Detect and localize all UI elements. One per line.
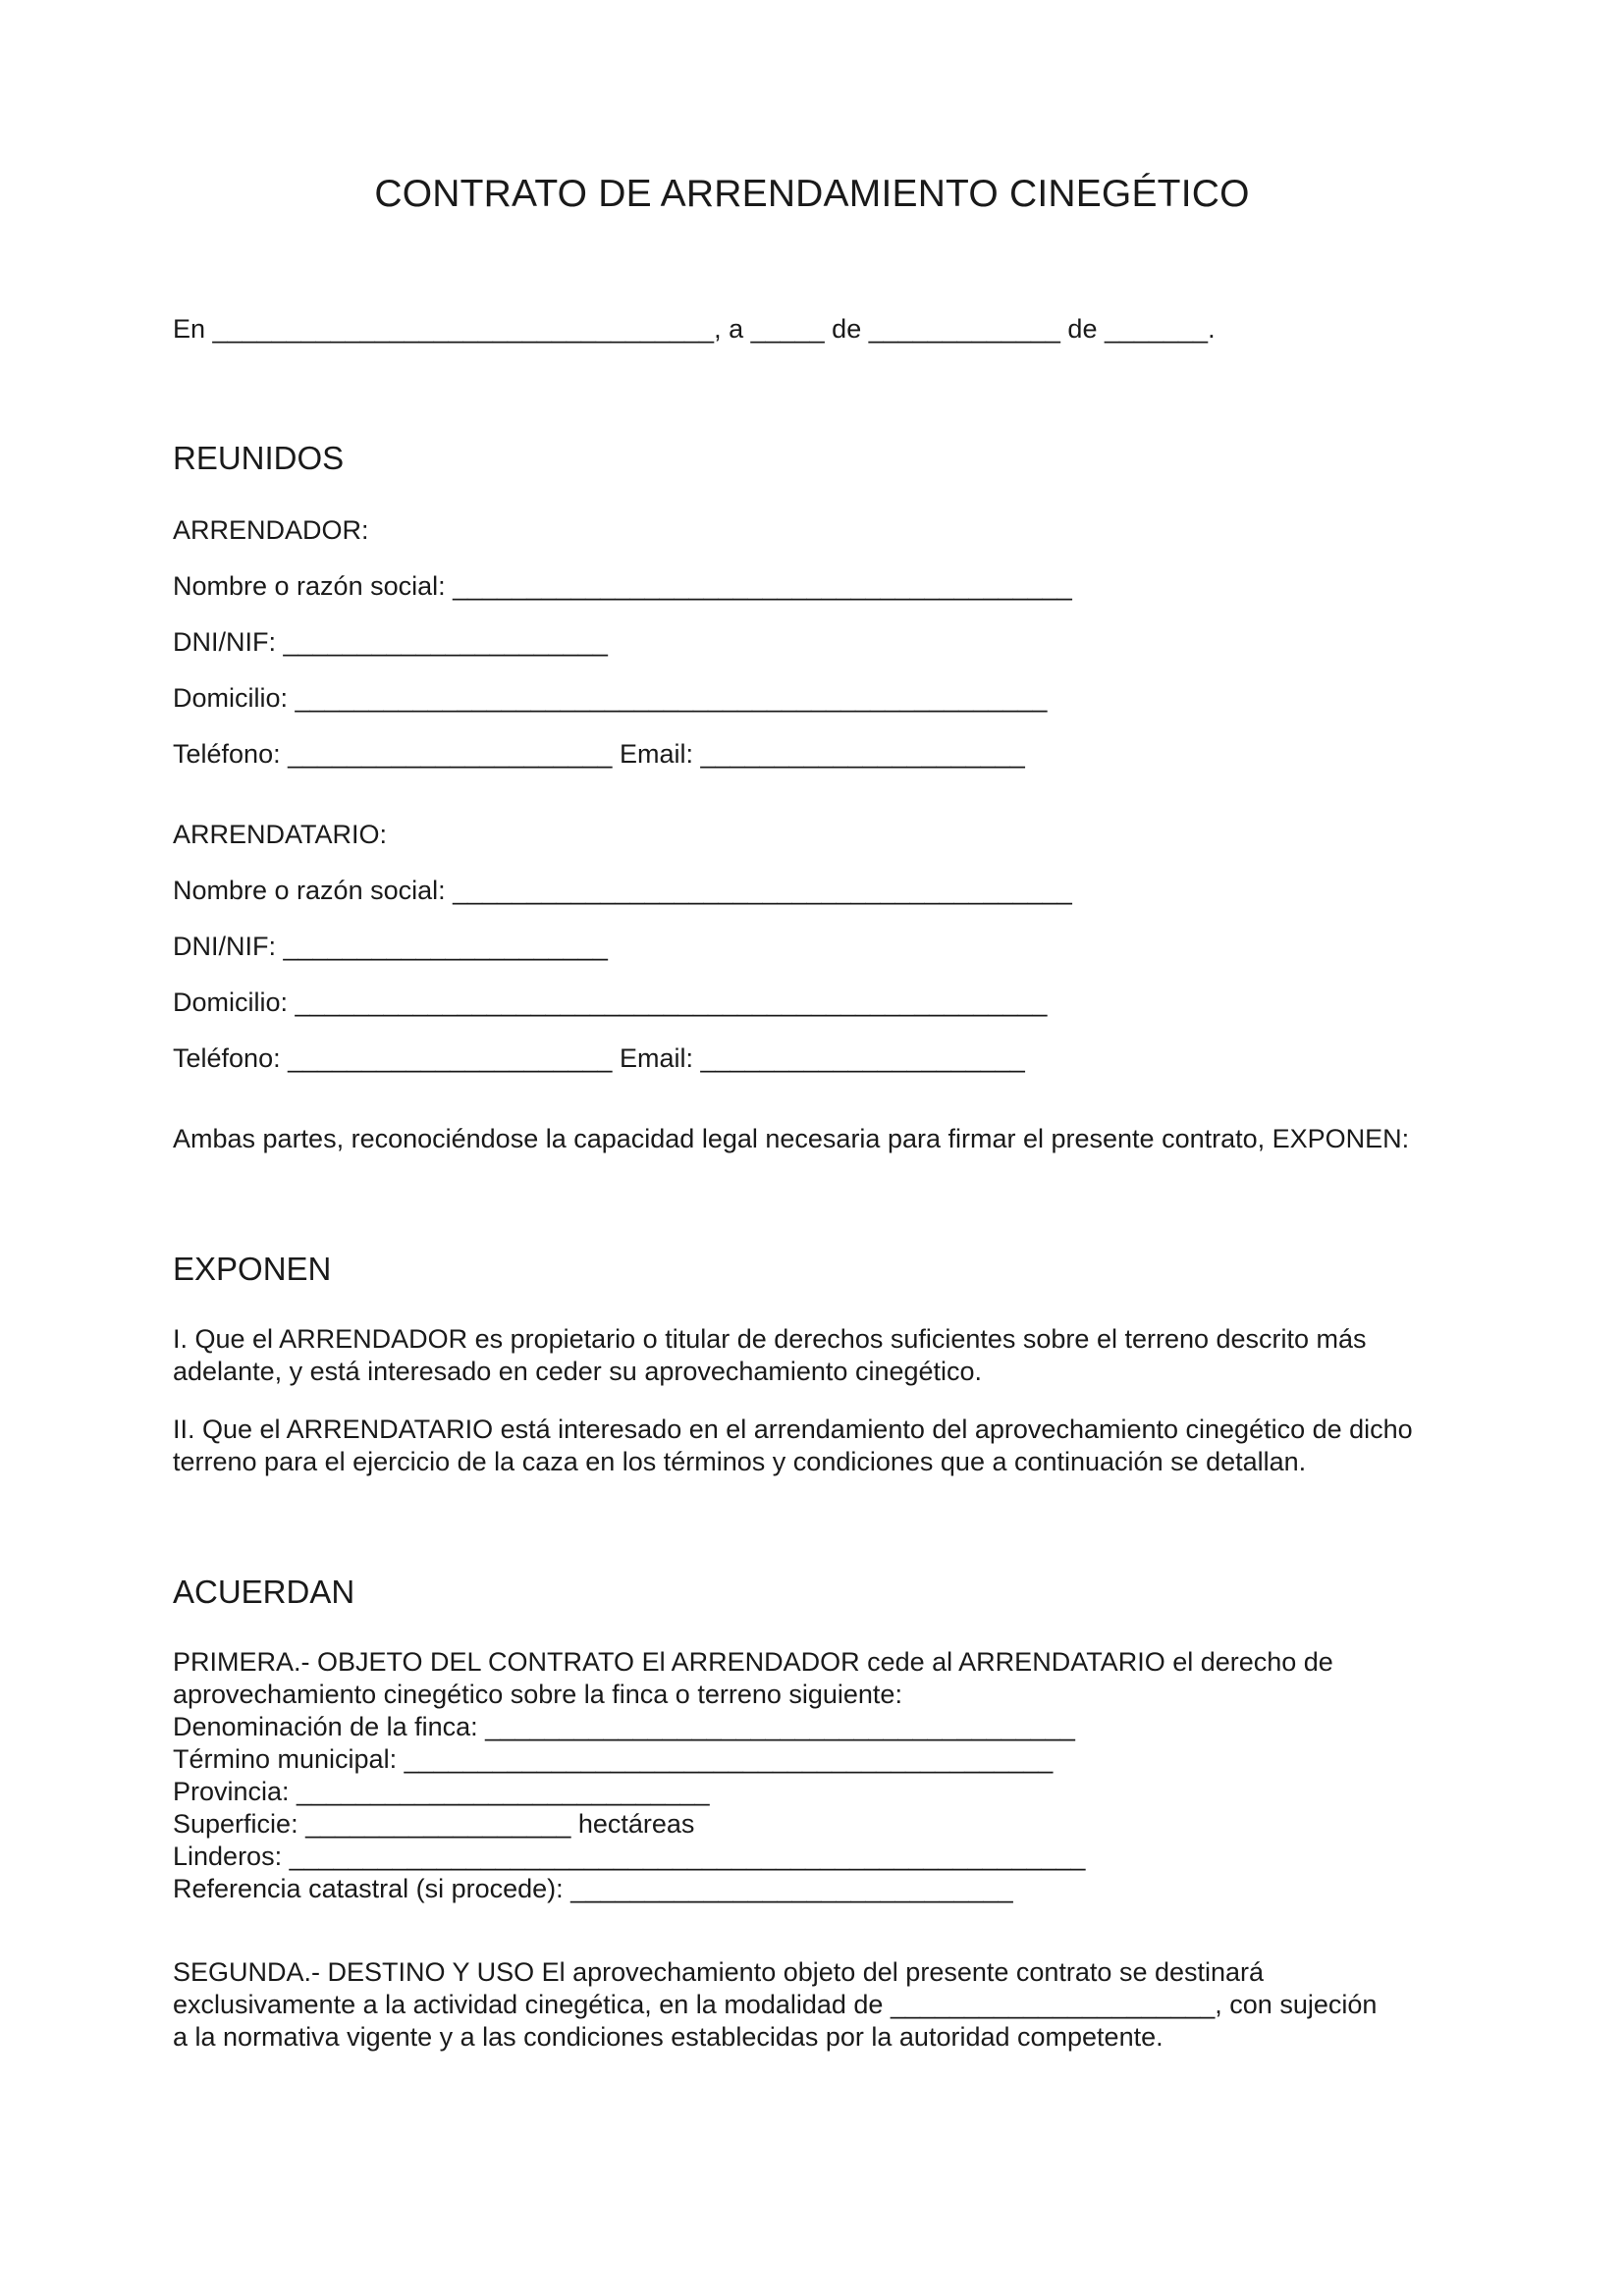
capacidad-statement: Ambas partes, reconociéndose la capacidad legal necesaria para firmar el presente contrato, EXPONEN: — [173, 1124, 1410, 1153]
arrendador-dni-line: DNI/NIF: ______________________ — [173, 627, 608, 657]
segunda-line-3: a la normativa vigente y a las condiciones establecidas por la autoridad competente. — [173, 2022, 1164, 2052]
arrendatario-nombre-line: Nombre o razón social: __________________________________________ — [173, 876, 1072, 905]
exponen-heading: EXPONEN — [173, 1251, 332, 1287]
linderos-line: Linderos: ______________________________________________________ — [173, 1842, 1086, 1871]
arrendador-domicilio-line: Domicilio: ___________________________________________________ — [173, 683, 1048, 713]
referencia-catastral-line: Referencia catastral (si procede): ______________________________ — [173, 1874, 1013, 1903]
arrendador-contacto-line: Teléfono: ______________________ Email: ______________________ — [173, 739, 1025, 769]
segunda-line-1: SEGUNDA.- DESTINO Y USO El aprovechamiento objeto del presente contrato se destinará — [173, 1957, 1265, 1987]
primera-line-2: aprovechamiento cinegético sobre la finca o terreno siguiente: — [173, 1680, 902, 1709]
clausula-segunda — [173, 1956, 1377, 2054]
superficie-line: Superficie: __________________ hectáreas — [173, 1809, 695, 1839]
exponen-item-2-line-1: II. Que el ARRENDATARIO está interesado en el arrendamiento del aprovechamiento cinegético de dicho — [173, 1415, 1413, 1444]
arrendatario-label: ARRENDATARIO: — [173, 820, 388, 849]
arrendatario-contacto-line: Teléfono: ______________________ Email: ______________________ — [173, 1043, 1025, 1073]
document-title: CONTRATO DE ARRENDAMIENTO CINEGÉTICO — [374, 173, 1250, 215]
primera-line-1: PRIMERA.- OBJETO DEL CONTRATO El ARRENDADOR cede al ARRENDATARIO el derecho de — [173, 1647, 1333, 1677]
arrendatario-dni-line: DNI/NIF: ______________________ — [173, 932, 608, 961]
arrendador-nombre-line: Nombre o razón social: __________________________________________ — [173, 571, 1072, 601]
denominacion-finca-line: Denominación de la finca: ________________________________________ — [173, 1712, 1075, 1741]
arrendador-label: ARRENDADOR: — [173, 515, 369, 545]
exponen-item-2-line-2: terreno para el ejercicio de la caza en los términos y condiciones que a continuación se detallan. — [173, 1447, 1307, 1476]
acuerdan-heading: ACUERDAN — [173, 1574, 355, 1610]
provincia-line: Provincia: ____________________________ — [173, 1777, 710, 1806]
segunda-line-2: exclusivamente a la actividad cinegética, en la modalidad de ______________________, con sujeción — [173, 1990, 1378, 2019]
termino-municipal-line: Término municipal: ____________________________________________ — [173, 1744, 1054, 1774]
exponen-item-1-line-1: I. Que el ARRENDADOR es propietario o titular de derechos suficientes sobre el terreno descrito más — [173, 1324, 1367, 1354]
clausula-primera — [173, 1646, 1333, 1905]
exponen-item-1 — [173, 1323, 1479, 1388]
arrendatario-domicilio-line: Domicilio: ___________________________________________________ — [173, 988, 1048, 1017]
reunidos-heading: REUNIDOS — [173, 440, 345, 476]
exponen-item-1-line-2: adelante, y está interesado en ceder su aprovechamiento cinegético. — [173, 1357, 983, 1386]
exponen-item-2 — [173, 1414, 1479, 1478]
place-date-line: En __________________________________, a _____ de _____________ de _______. — [173, 314, 1216, 344]
